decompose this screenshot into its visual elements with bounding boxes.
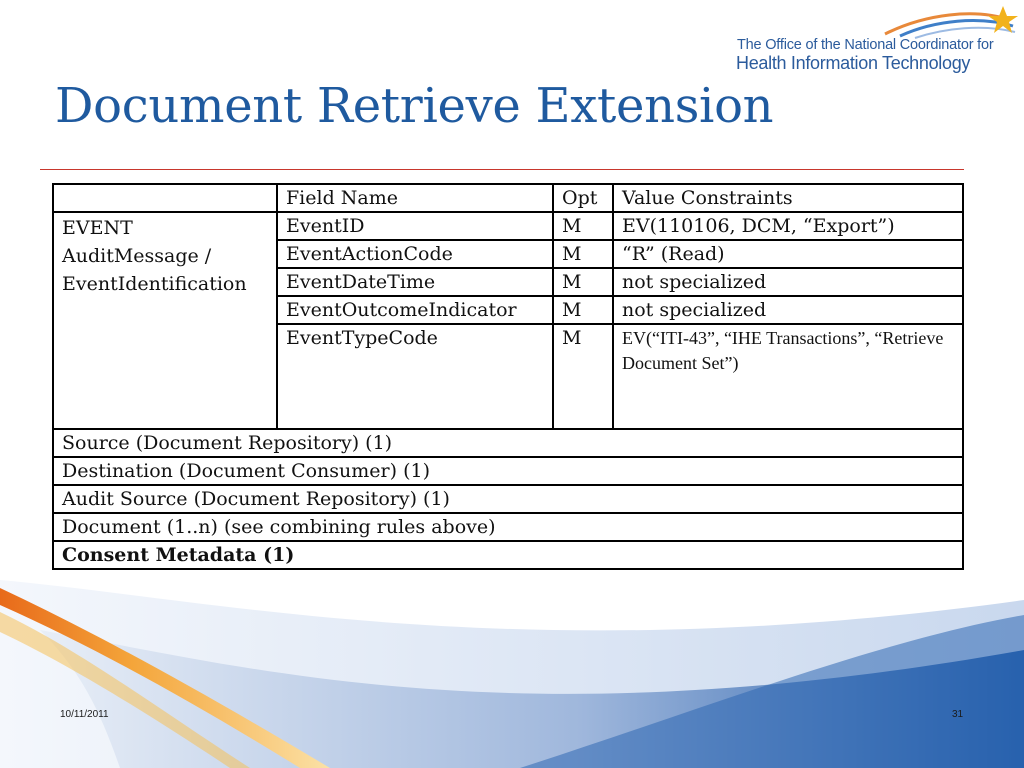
logo-line-2: Health Information Technology — [736, 53, 971, 73]
decorative-swoosh — [0, 560, 1024, 768]
section-document: Document (1..n) (see combining rules above) — [53, 513, 963, 541]
field-name-cell: EventID — [277, 212, 553, 240]
field-name-cell: EventActionCode — [277, 240, 553, 268]
opt-cell: M — [553, 268, 613, 296]
group-label-line: EVENT — [62, 217, 133, 239]
section-audit-source: Audit Source (Document Repository) (1) — [53, 485, 963, 513]
value-cell: EV(110106, DCM, “Export”) — [613, 212, 963, 240]
header-value-constraints: Value Constraints — [613, 184, 963, 212]
section-source: Source (Document Repository) (1) — [53, 429, 963, 457]
opt-cell: M — [553, 240, 613, 268]
event-group-label — [53, 212, 277, 429]
value-cell: not specialized — [613, 296, 963, 324]
value-cell: not specialized — [613, 268, 963, 296]
header-opt: Opt — [553, 184, 613, 212]
opt-cell: M — [553, 324, 613, 429]
table-row — [53, 212, 963, 240]
field-name-cell: EventTypeCode — [277, 324, 553, 429]
section-row — [53, 541, 963, 569]
field-name-cell: EventOutcomeIndicator — [277, 296, 553, 324]
onc-logo — [735, 4, 1020, 72]
section-row — [53, 485, 963, 513]
group-label-line: AuditMessage / — [62, 245, 212, 267]
header-blank-cell — [53, 184, 277, 212]
section-destination: Destination (Document Consumer) (1) — [53, 457, 963, 485]
table-header-row — [53, 184, 963, 212]
page-number: 31 — [952, 709, 964, 720]
audit-table — [52, 183, 964, 570]
opt-cell: M — [553, 296, 613, 324]
value-cell: “R” (Read) — [613, 240, 963, 268]
field-name-cell: EventDateTime — [277, 268, 553, 296]
opt-cell: M — [553, 212, 613, 240]
section-row — [53, 429, 963, 457]
title-divider — [40, 169, 964, 170]
header-field-name: Field Name — [277, 184, 553, 212]
section-row — [53, 457, 963, 485]
section-consent-metadata: Consent Metadata (1) — [53, 541, 963, 569]
logo-line-1: The Office of the National Coordinator for — [737, 37, 994, 53]
value-cell: EV(“ITI-43”, “IHE Transactions”, “Retrieve Document Set”) — [613, 324, 963, 429]
footer-date: 10/11/2011 — [60, 709, 109, 720]
group-label-line: EventIdentification — [62, 273, 247, 295]
section-row — [53, 513, 963, 541]
slide-title: Document Retrieve Extension — [55, 78, 774, 134]
